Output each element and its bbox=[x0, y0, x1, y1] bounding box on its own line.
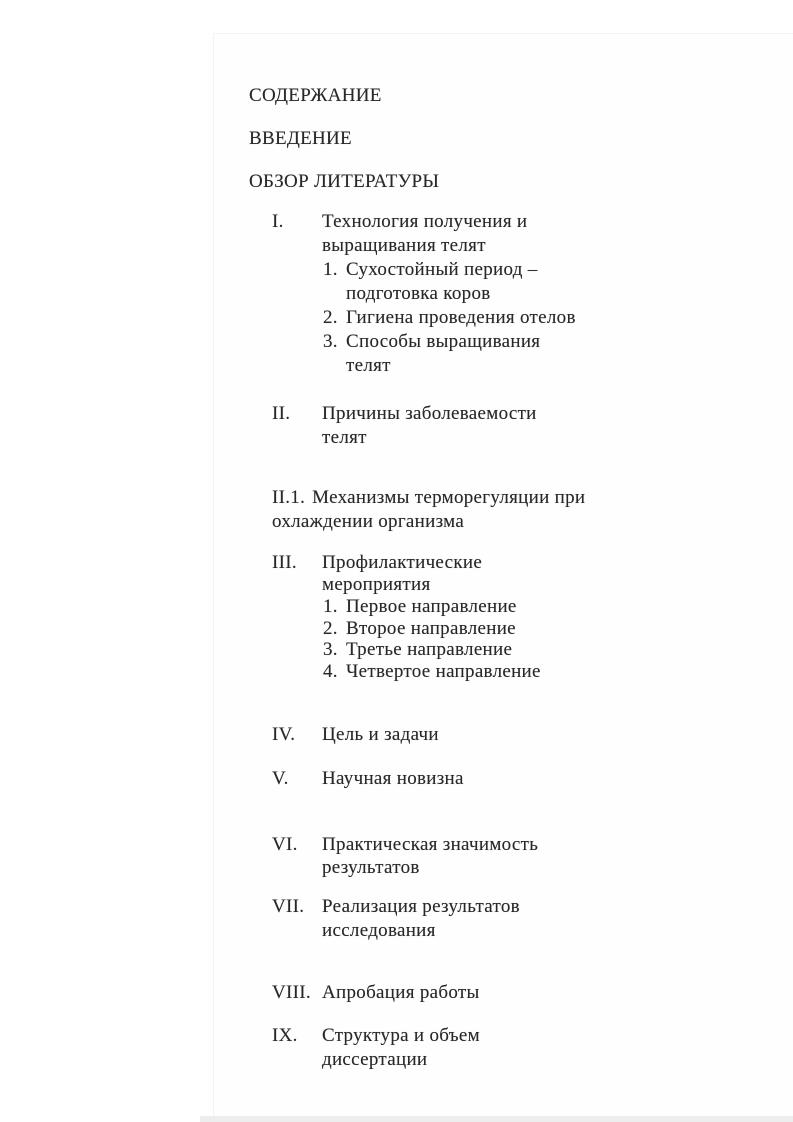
toc-i-item1-line1: Сухостойный период – bbox=[346, 259, 538, 280]
toc-i-item3-line1: Способы выращивания bbox=[346, 331, 541, 352]
toc-numeral-vii: VII. bbox=[272, 896, 305, 917]
toc-numeral-vi: VI. bbox=[272, 834, 298, 855]
toc-entry-i-line2: выращивания телят bbox=[322, 235, 486, 256]
toc-iii-item4-text: Четвертое направление bbox=[346, 661, 541, 682]
scan-bottom-edge bbox=[200, 1116, 793, 1122]
toc-iii-item4-number: 4. bbox=[323, 661, 338, 682]
toc-entry-ii-line1: Причины заболеваемости bbox=[322, 403, 537, 424]
toc-i-item3-number: 3. bbox=[323, 331, 338, 352]
toc-i-item3-line2: телят bbox=[346, 355, 391, 376]
toc-iii-item1-number: 1. bbox=[323, 596, 338, 617]
toc-iii-item2-number: 2. bbox=[323, 618, 338, 639]
toc-iii-item1-text: Первое направление bbox=[346, 596, 517, 617]
toc-numeral-ix: IX. bbox=[272, 1025, 298, 1046]
toc-entry-ii1-line2: охлаждении организма bbox=[272, 511, 465, 532]
toc-numeral-i: I. bbox=[272, 211, 284, 232]
toc-entry-vii-line2: исследования bbox=[322, 920, 436, 941]
toc-iii-item2-text: Второе направление bbox=[346, 618, 516, 639]
page-scan-edge bbox=[213, 33, 793, 1117]
toc-i-item1-number: 1. bbox=[323, 259, 338, 280]
toc-entry-iii-line1: Профилактические bbox=[322, 552, 483, 573]
heading-literature-review: ОБЗОР ЛИТЕРАТУРЫ bbox=[249, 171, 440, 192]
toc-entry-iii-line2: мероприятия bbox=[322, 574, 431, 595]
toc-numeral-ii: II. bbox=[272, 403, 291, 424]
toc-iii-item3-text: Третье направление bbox=[346, 639, 513, 660]
toc-entry-ii1-text: Механизмы терморегуляции при bbox=[312, 487, 586, 508]
heading-introduction: ВВЕДЕНИЕ bbox=[249, 128, 352, 149]
toc-entry-v-text: Научная новизна bbox=[322, 768, 464, 789]
toc-entry-iv-text: Цель и задачи bbox=[322, 724, 439, 745]
toc-numeral-iii: III. bbox=[272, 552, 297, 573]
toc-entry-ii1-line1 bbox=[272, 487, 585, 509]
toc-entry-viii-text: Апробация работы bbox=[322, 982, 480, 1003]
toc-i-item2-line1: Гигиена проведения отелов bbox=[346, 307, 576, 328]
toc-entry-i-line1: Технология получения и bbox=[322, 211, 528, 232]
toc-numeral-ii1: II.1. bbox=[272, 487, 306, 508]
toc-iii-item3-number: 3. bbox=[323, 639, 338, 660]
toc-title: СОДЕРЖАНИЕ bbox=[249, 85, 382, 106]
toc-i-item2-number: 2. bbox=[323, 307, 338, 328]
toc-entry-ix-line1: Структура и объем bbox=[322, 1025, 480, 1046]
toc-entry-vi-line1: Практическая значимость bbox=[322, 834, 539, 855]
toc-numeral-v: V. bbox=[272, 768, 289, 789]
toc-numeral-viii: VIII. bbox=[272, 982, 311, 1003]
toc-i-item1-line2: подготовка коров bbox=[346, 283, 491, 304]
toc-entry-ii-line2: телят bbox=[322, 427, 367, 448]
toc-entry-vii-line1: Реализация результатов bbox=[322, 896, 520, 917]
toc-numeral-iv: IV. bbox=[272, 724, 296, 745]
toc-entry-ix-line2: диссертации bbox=[322, 1049, 428, 1070]
toc-entry-vi-line2: результатов bbox=[322, 857, 420, 878]
